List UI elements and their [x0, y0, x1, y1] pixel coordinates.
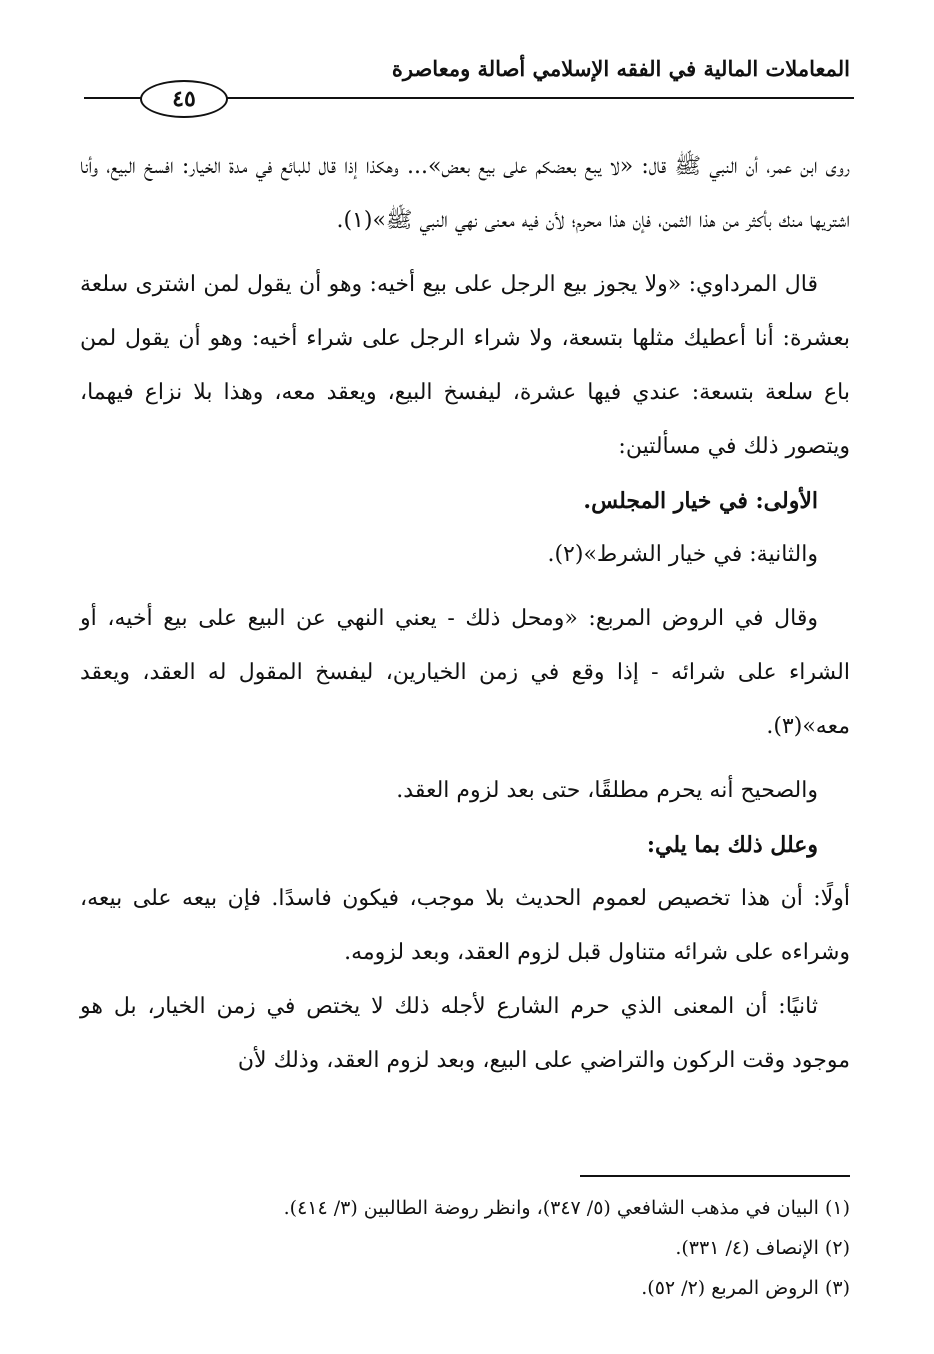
paragraph: والصحيح أنه يحرم مطلقًا، حتى بعد لزوم العقد.: [396, 778, 818, 803]
page-number: ٤٥: [140, 80, 228, 118]
paragraph: وعلل ذلك بما يلي:: [646, 832, 818, 858]
paragraph: الأولى: في خيار المجلس.: [583, 488, 818, 514]
body-text: [80, 140, 850, 1088]
paragraph: وقال في الروض المربع: «ومحل ذلك - يعني النهي عن البيع على بيع أخيه، أو الشراء على شرائه - إذا وقع في زمن الخيارين، ليفسخ المقول له العقد، ويعقد معه»(٣).: [80, 606, 850, 739]
paragraph: والثانية: في خيار الشرط»(٢).: [547, 542, 818, 567]
footnote: (١) البيان في مذهب الشافعي (٥/ ٣٤٧)، وانظر روضة الطالبين (٣/ ٤١٤).: [283, 1197, 850, 1219]
paragraph: ثانيًا: أن المعنى الذي حرم الشارع لأجله ذلك لا يختص في زمن الخيار، بل هو موجود وقت الركون والتراضي على البيع، وبعد لزوم العقد، وذلك لأن: [80, 994, 850, 1073]
footnote-rule: [580, 1175, 850, 1177]
paragraph: روى ابن عمر، أن النبي ﷺ قال: «لا يبع بعضكم على بيع بعض»... وهكذا إذا قال للبائع في مدة الخيار: افسخ البيع، وأنا اشتريها منك بأكثر من هذا الثمن، فإن هذا محرم؛ لأن فيه معنى نهي النبي ﷺ»(١).: [80, 154, 850, 233]
running-header-title: المعاملات المالية في الفقه الإسلامي أصالة ومعاصرة: [391, 56, 850, 81]
footnote: (٣) الروض المربع (٢/ ٥٢).: [641, 1277, 850, 1299]
footnote: (٢) الإنصاف (٤/ ٣٣١).: [675, 1237, 850, 1259]
paragraph: قال المرداوي: «ولا يجوز بيع الرجل على بيع أخيه: وهو أن يقول لمن اشترى سلعة بعشرة: أنا أعطيك مثلها بتسعة، ولا شراء الرجل على شراء أخيه: وهو أن يقول لمن باع سلعة بتسعة: عندي فيها عشرة، ليفسخ البيع، ويعقد معه، وهذا بلا نزاع فيهما، ويتصور ذلك في مسألتين:: [80, 272, 850, 459]
footnotes: [80, 1188, 850, 1308]
paragraph: أولًا: أن هذا تخصيص لعموم الحديث بلا موجب، فيكون فاسدًا. فإن بيعه على بيعه، وشراءه على شرائه متناول قبل لزوم العقد، وبعد لزومه.: [80, 886, 850, 965]
